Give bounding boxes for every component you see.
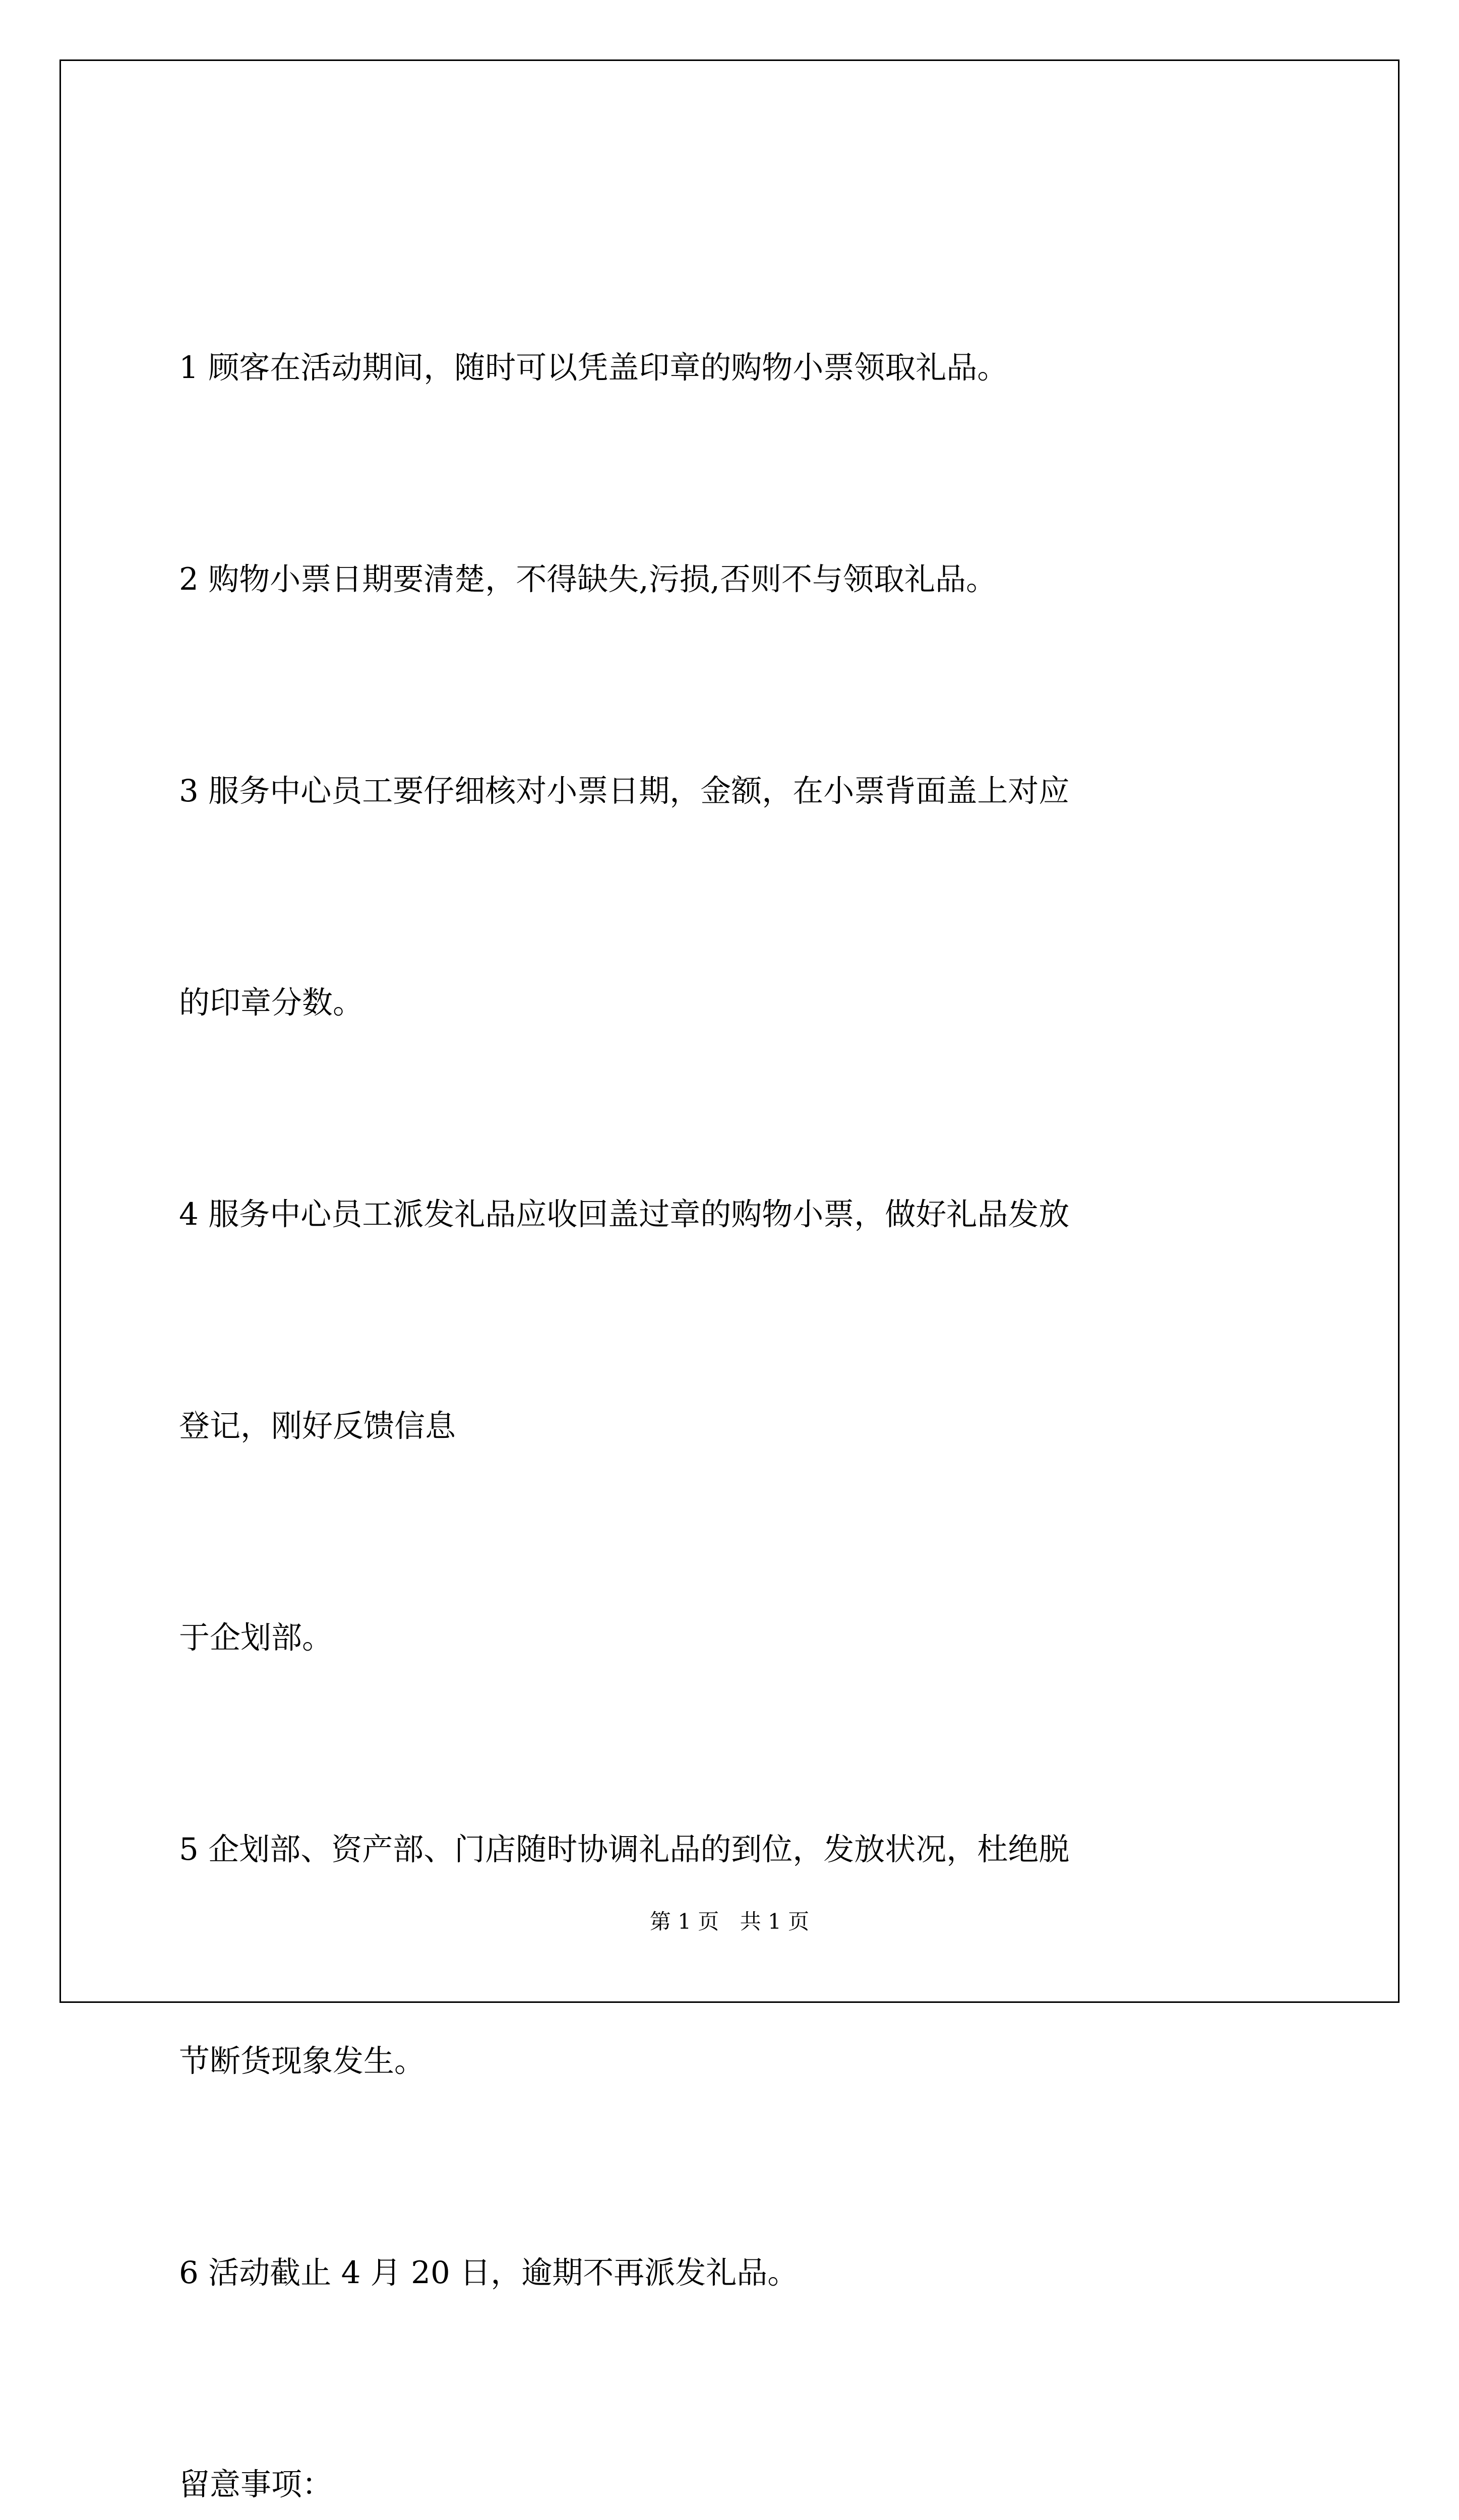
page-number: 第 1 页 [649,1909,719,1934]
text-line: 4 服务中心员工派发礼品应收回盖过章的购物小票，做好礼品发放 [179,1196,1070,1232]
text-line: 于企划部。 [179,1620,333,1656]
text-line: 留意事项： [179,2467,333,2502]
page-total: 共 1 页 [740,1909,810,1934]
text-line: 登记，刚好反馈信息 [179,1408,456,1444]
text-line: 2 购物小票日期要清楚，不得缺失,污损,否则不与领取礼品。 [179,561,997,597]
text-line: 5 企划部、资产部、门店随时协调礼品的到位，发放状况，杜绝脱 [179,1832,1070,1867]
text-line: 3 服务中心员工要仔细核对小票日期，金额，在小票背面盖上对应 [179,773,1070,809]
text-line: 节断货现象发生。 [179,2043,425,2079]
document-body [179,192,1288,2520]
text-line: 1 顾客在活动期间，随时可以凭盖印章的购物小票领取礼品。 [179,350,1008,386]
page-footer [0,1905,1459,1935]
text-line: 6 活动截止 4 月 20 日，逾期不再派发礼品。 [179,2255,799,2291]
text-line: 的印章分数。 [179,985,364,1021]
